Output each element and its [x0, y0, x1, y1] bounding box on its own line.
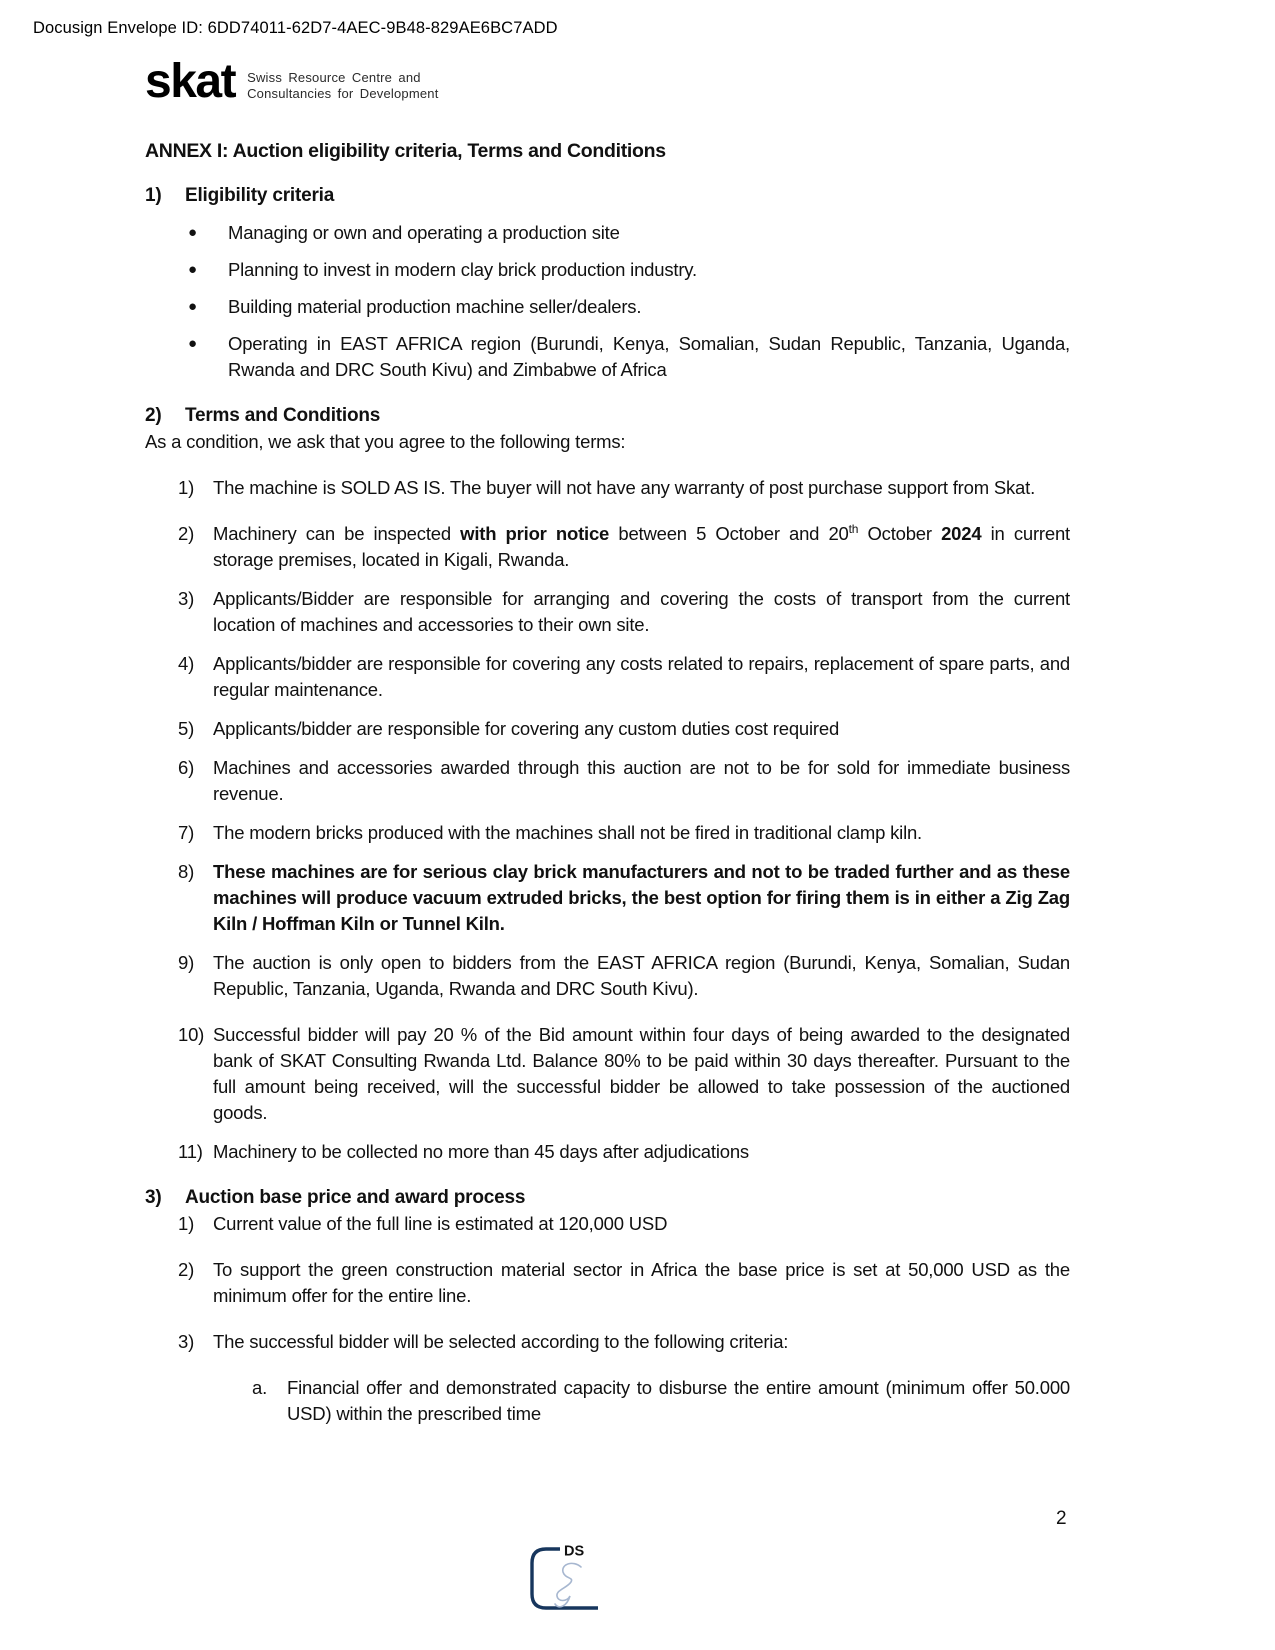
signature-initial	[555, 1563, 581, 1606]
item-text: Applicants/Bidder are responsible for arranging and covering the costs of transport from the current location of machines and accessories to their own site.	[213, 588, 1070, 636]
item-number: 1)	[178, 477, 195, 499]
item-text: Machines and accessories awarded through this auction are not to be for sold for immediate business revenue.	[213, 757, 1070, 805]
item-text: Machinery to be collected no more than 45 days after adjudications	[213, 1141, 749, 1163]
item-number: 1)	[178, 1213, 195, 1235]
bullet-item	[145, 331, 1070, 383]
terms-item-10	[145, 1022, 1070, 1126]
auction-item-2	[145, 1257, 1070, 1309]
auction-item-1	[145, 1211, 1070, 1237]
item-text: Applicants/bidder are responsible for covering any costs related to repairs, replacement of spare parts, and regular maintenance.	[213, 653, 1070, 701]
bullet-marker: ●	[188, 335, 197, 353]
terms-item-7	[145, 820, 1070, 846]
docusign-initial-stamp	[505, 1536, 615, 1631]
item-text-segment: in current storage premises, located in Kigali, Rwanda.	[213, 523, 1070, 571]
terms-item-4	[145, 651, 1070, 703]
page-number: 2	[1056, 1508, 1067, 1529]
auction-list	[145, 1211, 1070, 1427]
item-number: 10)	[178, 1024, 205, 1046]
item-number: 2)	[178, 523, 195, 545]
bullet-item	[145, 294, 1070, 320]
terms-item-6	[145, 755, 1070, 807]
item-text: The machine is SOLD AS IS. The buyer will not have any warranty of post purchase support from Skat.	[213, 477, 1036, 499]
item-text: Applicants/bidder are responsible for covering any custom duties cost required	[213, 718, 840, 740]
section-heading-label: Auction base price and award process	[185, 1187, 526, 1209]
logo-tagline-line1: Swiss Resource Centre and	[247, 70, 421, 86]
item-text: The successful bidder will be selected according to the following criteria:	[213, 1331, 789, 1353]
section-auction-heading	[145, 1185, 1070, 1211]
auction-item-3	[145, 1329, 1070, 1355]
item-text-segment: October	[858, 523, 942, 545]
bullet-item	[145, 257, 1070, 283]
docusign-envelope-id: Docusign Envelope ID: 6DD74011-62D7-4AEC-9B48-829AE6BC7ADD	[33, 19, 558, 37]
section-heading-label: Eligibility criteria	[185, 185, 335, 207]
terms-intro: As a condition, we ask that you agree to the following terms:	[145, 431, 626, 453]
logo-tagline-line2: Consultancies for Development	[247, 85, 439, 101]
item-text	[213, 521, 1070, 573]
section-number: 2)	[145, 405, 162, 427]
skat-logo	[145, 55, 1070, 108]
item-text-bold-segment: with prior notice	[460, 523, 610, 545]
item-text: Financial offer and demonstrated capacity to disburse the entire amount (minimum offer 50.000 USD) within the prescribed time	[287, 1377, 1070, 1425]
terms-item-1	[145, 475, 1070, 501]
terms-item-8	[145, 859, 1070, 937]
bullet-text: Operating in EAST AFRICA region (Burundi, Kenya, Somalian, Sudan Republic, Tanzania, Uganda, Rwanda and DRC South Kivu) and Zimbabwe of Africa	[228, 333, 1070, 381]
docusign-initial-stamp-graphic	[505, 1536, 615, 1631]
item-text: To support the green construction material sector in Africa the base price is set at 50,000 USD as the minimum offer for the entire line.	[213, 1259, 1070, 1307]
item-text-segment: Machinery can be inspected	[213, 523, 461, 545]
section-eligibility-heading	[145, 183, 1070, 209]
section-number: 3)	[145, 1187, 162, 1209]
terms-item-2	[145, 521, 1070, 573]
item-number: 9)	[178, 952, 195, 974]
item-number: 3)	[178, 588, 195, 610]
section-terms-heading	[145, 403, 1070, 429]
item-text: The auction is only open to bidders from the EAST AFRICA region (Burundi, Kenya, Somalian, Sudan Republic, Tanzania, Uganda, Rwanda and DRC South Kivu).	[213, 952, 1070, 1000]
item-text: Successful bidder will pay 20 % of the Bid amount within four days of being awarded to the designated bank of SKAT Consulting Rwanda Ltd. Balance 80% to be paid within 30 days thereafter. Pursuant to the full amount being received, will the successful bidder be allowed to take possession of the auctioned goods.	[213, 1024, 1070, 1124]
bullet-text: Managing or own and operating a production site	[228, 222, 620, 244]
logo-tagline	[247, 70, 438, 104]
terms-item-5	[145, 716, 1070, 742]
section-number: 1)	[145, 185, 162, 207]
page-content	[145, 0, 1070, 1427]
item-number: 5)	[178, 718, 195, 740]
item-number: 4)	[178, 653, 195, 675]
logo-wordmark: skat	[145, 55, 236, 108]
item-text: The modern bricks produced with the machines shall not be fired in traditional clamp kiln.	[213, 822, 923, 844]
auction-sub-item-a	[145, 1375, 1070, 1427]
terms-item-9	[145, 950, 1070, 1002]
item-number: 7)	[178, 822, 195, 844]
item-number: 2)	[178, 1259, 195, 1281]
item-text: Current value of the full line is estimated at 120,000 USD	[213, 1213, 668, 1235]
terms-item-3	[145, 586, 1070, 638]
bullet-marker: ●	[188, 298, 197, 316]
item-text: These machines are for serious clay brick manufacturers and not to be traded further and as these machines will produce vacuum extruded bricks, the best option for firing them is in either a Zig Zag Kiln / Hoffman Kiln or Tunnel Kiln.	[213, 861, 1070, 935]
item-text-superscript: th	[848, 522, 859, 536]
bullet-text: Building material production machine seller/dealers.	[228, 296, 642, 318]
item-number: 3)	[178, 1331, 195, 1353]
terms-item-11	[145, 1139, 1070, 1165]
page-title: ANNEX I: Auction eligibility criteria, Terms and Conditions	[145, 140, 666, 163]
bullet-marker: ●	[188, 224, 197, 242]
item-text-segment: between 5 October and 20	[609, 523, 849, 545]
eligibility-bullet-list	[145, 220, 1070, 383]
bullet-item	[145, 220, 1070, 246]
item-text-bold-segment: 2024	[941, 523, 982, 545]
stamp-ds-label: DS	[564, 1543, 585, 1560]
bullet-text: Planning to invest in modern clay brick production industry.	[228, 259, 697, 281]
item-number: 6)	[178, 757, 195, 779]
terms-list	[145, 475, 1070, 1165]
item-number: 8)	[178, 861, 195, 883]
section-heading-label: Terms and Conditions	[185, 405, 381, 427]
bullet-marker: ●	[188, 261, 197, 279]
item-number: a.	[252, 1377, 268, 1399]
item-number: 11)	[178, 1141, 203, 1163]
